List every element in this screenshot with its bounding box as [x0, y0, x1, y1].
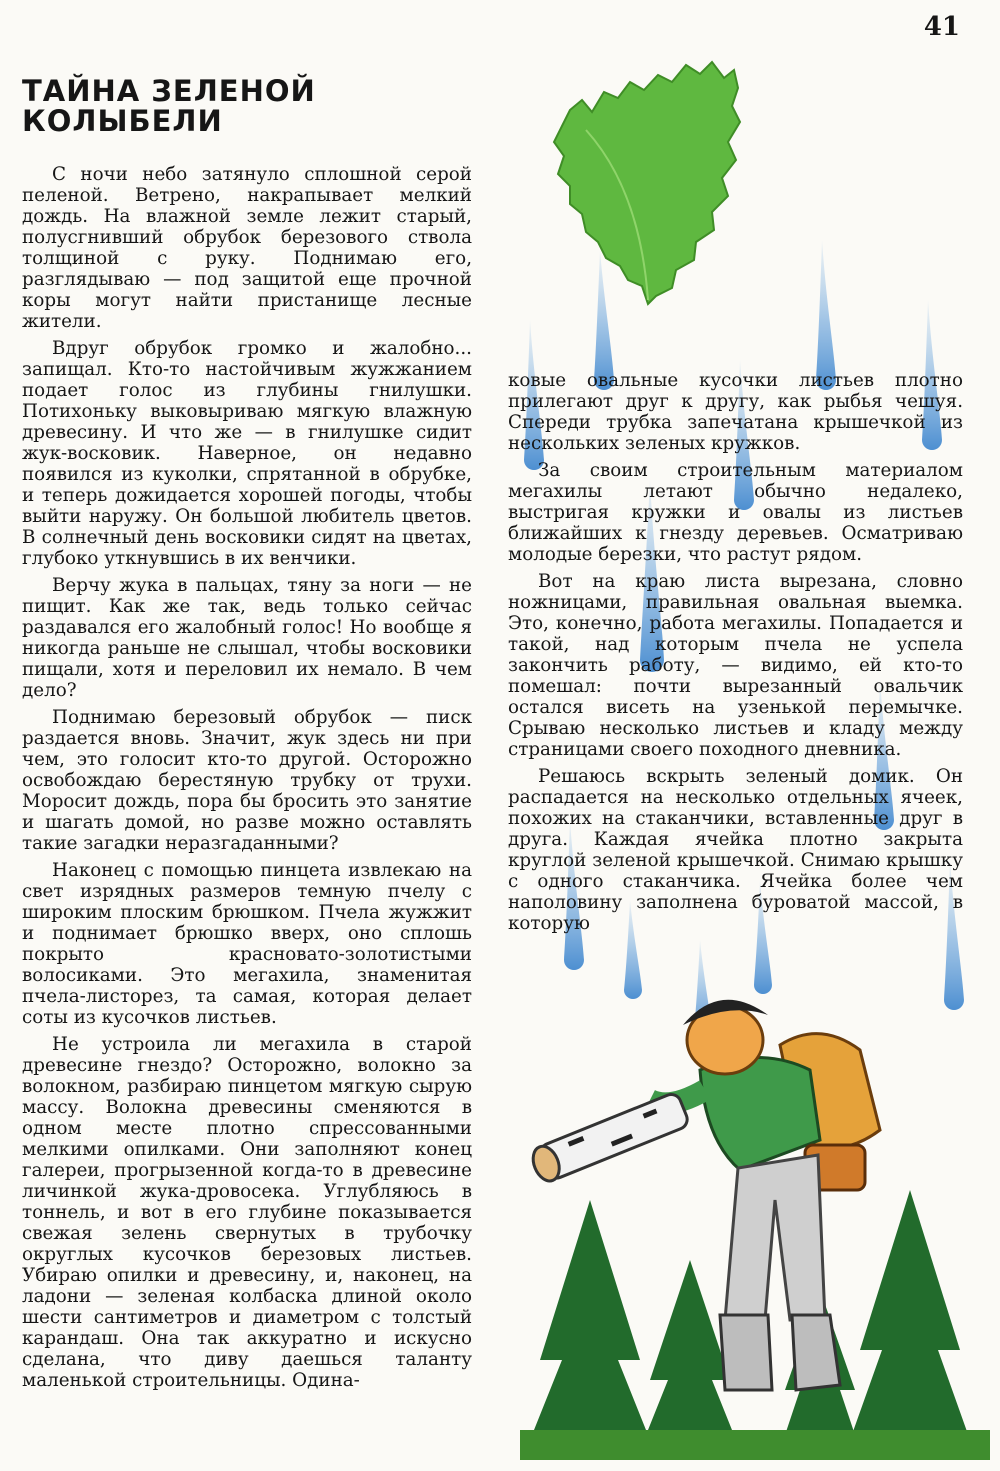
paragraph: За своим строительным материалом мегахилы летают обычно недалеко, выстригая кружки и овалы из листьев ближайших к гнезду деревьев. Осматриваю молодые березки, что растут рядом. — [508, 460, 963, 565]
paragraph: С ночи небо затянуло сплошной серой пеленой. Ветрено, накрапывает мелкий дождь. На влажной земле лежит старый, полусгнивший обрубок березового ствола толщиной с руку. Поднимаю его, разглядываю — под защитой еще прочной коры могут найти пристанище лесные жители. — [22, 164, 472, 332]
article-title — [22, 76, 316, 136]
paragraph: Решаюсь вскрыть зеленый домик. Он распадается на несколько отдельных ячеек, похожих на стаканчики, вставленные друг в друга. Каждая ячейка плотно закрыта круглой зеленой крышечкой. Снимаю крышку с одного стаканчика. Ячейка более чем наполовину заполнена буроватой массой, в которую — [508, 766, 963, 934]
birch-leaf-icon — [554, 62, 740, 304]
paragraph: Наконец с помощью пинцета извлекаю на свет изрядных размеров темную пчелу с широким плоским брюшком. Пчела жужжит и поднимает брюшко вверх, оно сплошь покрыто красновато-золотистыми волосиками. Это мегахила, знаменитая пчела-листорез, та самая, которая делает соты из кусочков листьев. — [22, 860, 472, 1028]
title-line-2: КОЛЫБЕЛИ — [22, 104, 223, 138]
title-line-1: ТАЙНА ЗЕЛЕНОЙ — [22, 74, 316, 108]
left-column — [22, 164, 472, 1397]
paragraph: Вдруг обрубок громко и жалобно... запищал. Кто-то настойчивым жужжанием подает голос из глубины гнилушки. Потихоньку выковыриваю мягкую влажную древесину. И что же — в гнилушке сидит жук-восковик. Наверное, он недавно появился из куколки, спрятанной в обрубке, и теперь дожидается хорошей погоды, чтобы выйти наружу. Он большой любитель цветов. В солнечный день восковики сидят на цветах, глубоко уткнувшись в их венчики. — [22, 338, 472, 569]
paragraph: Поднимаю березовый обрубок — писк раздается вновь. Значит, жук здесь ни при чем, это голосит кто-то другой. Осторожно освобождаю берестяную трубку от трухи. Моросит дождь, пора бы бросить это занятие и шагать домой, но разве можно оставлять такие загадки неразгаданными? — [22, 707, 472, 854]
paragraph: ковые овальные кусочки листьев плотно прилегают друг к другу, как рыбья чешуя. Спереди трубка запечатана крышечкой из нескольких зеленых кружков. — [508, 370, 963, 454]
paragraph: Верчу жука в пальцах, тяну за ноги — не пищит. Как же так, ведь только сейчас раздавался его жалобный голос! Но вообще я никогда раньше не слышал, чтобы восковики пищали, хотя и переловил их немало. В чем дело? — [22, 575, 472, 701]
paragraph: Вот на краю листа вырезана, словно ножницами, правильная овальная выемка. Это, конечно, работа мегахилы. Попадается и такой, над которым пчела не успела закончить работу, — видимо, ей кто-то помешал: почти вырезанный овальчик остался висеть на узенькой перемычке. Срываю несколько листьев и кладу между страницами своего походного дневника. — [508, 571, 963, 760]
paragraph: Не устроила ли мегахила в старой древесине гнездо? Осторожно, волокно за волокном, разбираю пинцетом мягкую сырую массу. Волокна древесины сменяются в одном месте плотно спрессованными мелкими опилками. Они заполняют конец галереи, прогрызенной когда-то в древесине личинкой жука-дровосека. Углубляюсь в тоннель, и вот в его глубине показывается свежая зелень свернутых в трубочку округлых кусочков березовых листьев. Убираю опилки и древесину, и, наконец, на ладони — зеленая колбаска длиной около шести сантиметров и диаметром с толстый карандаш. Она так аккуратно и искусно сделана, что диву даешься таланту маленькой строительницы. Одина- — [22, 1034, 472, 1391]
right-column — [508, 370, 963, 940]
page-number: 41 — [923, 12, 960, 42]
